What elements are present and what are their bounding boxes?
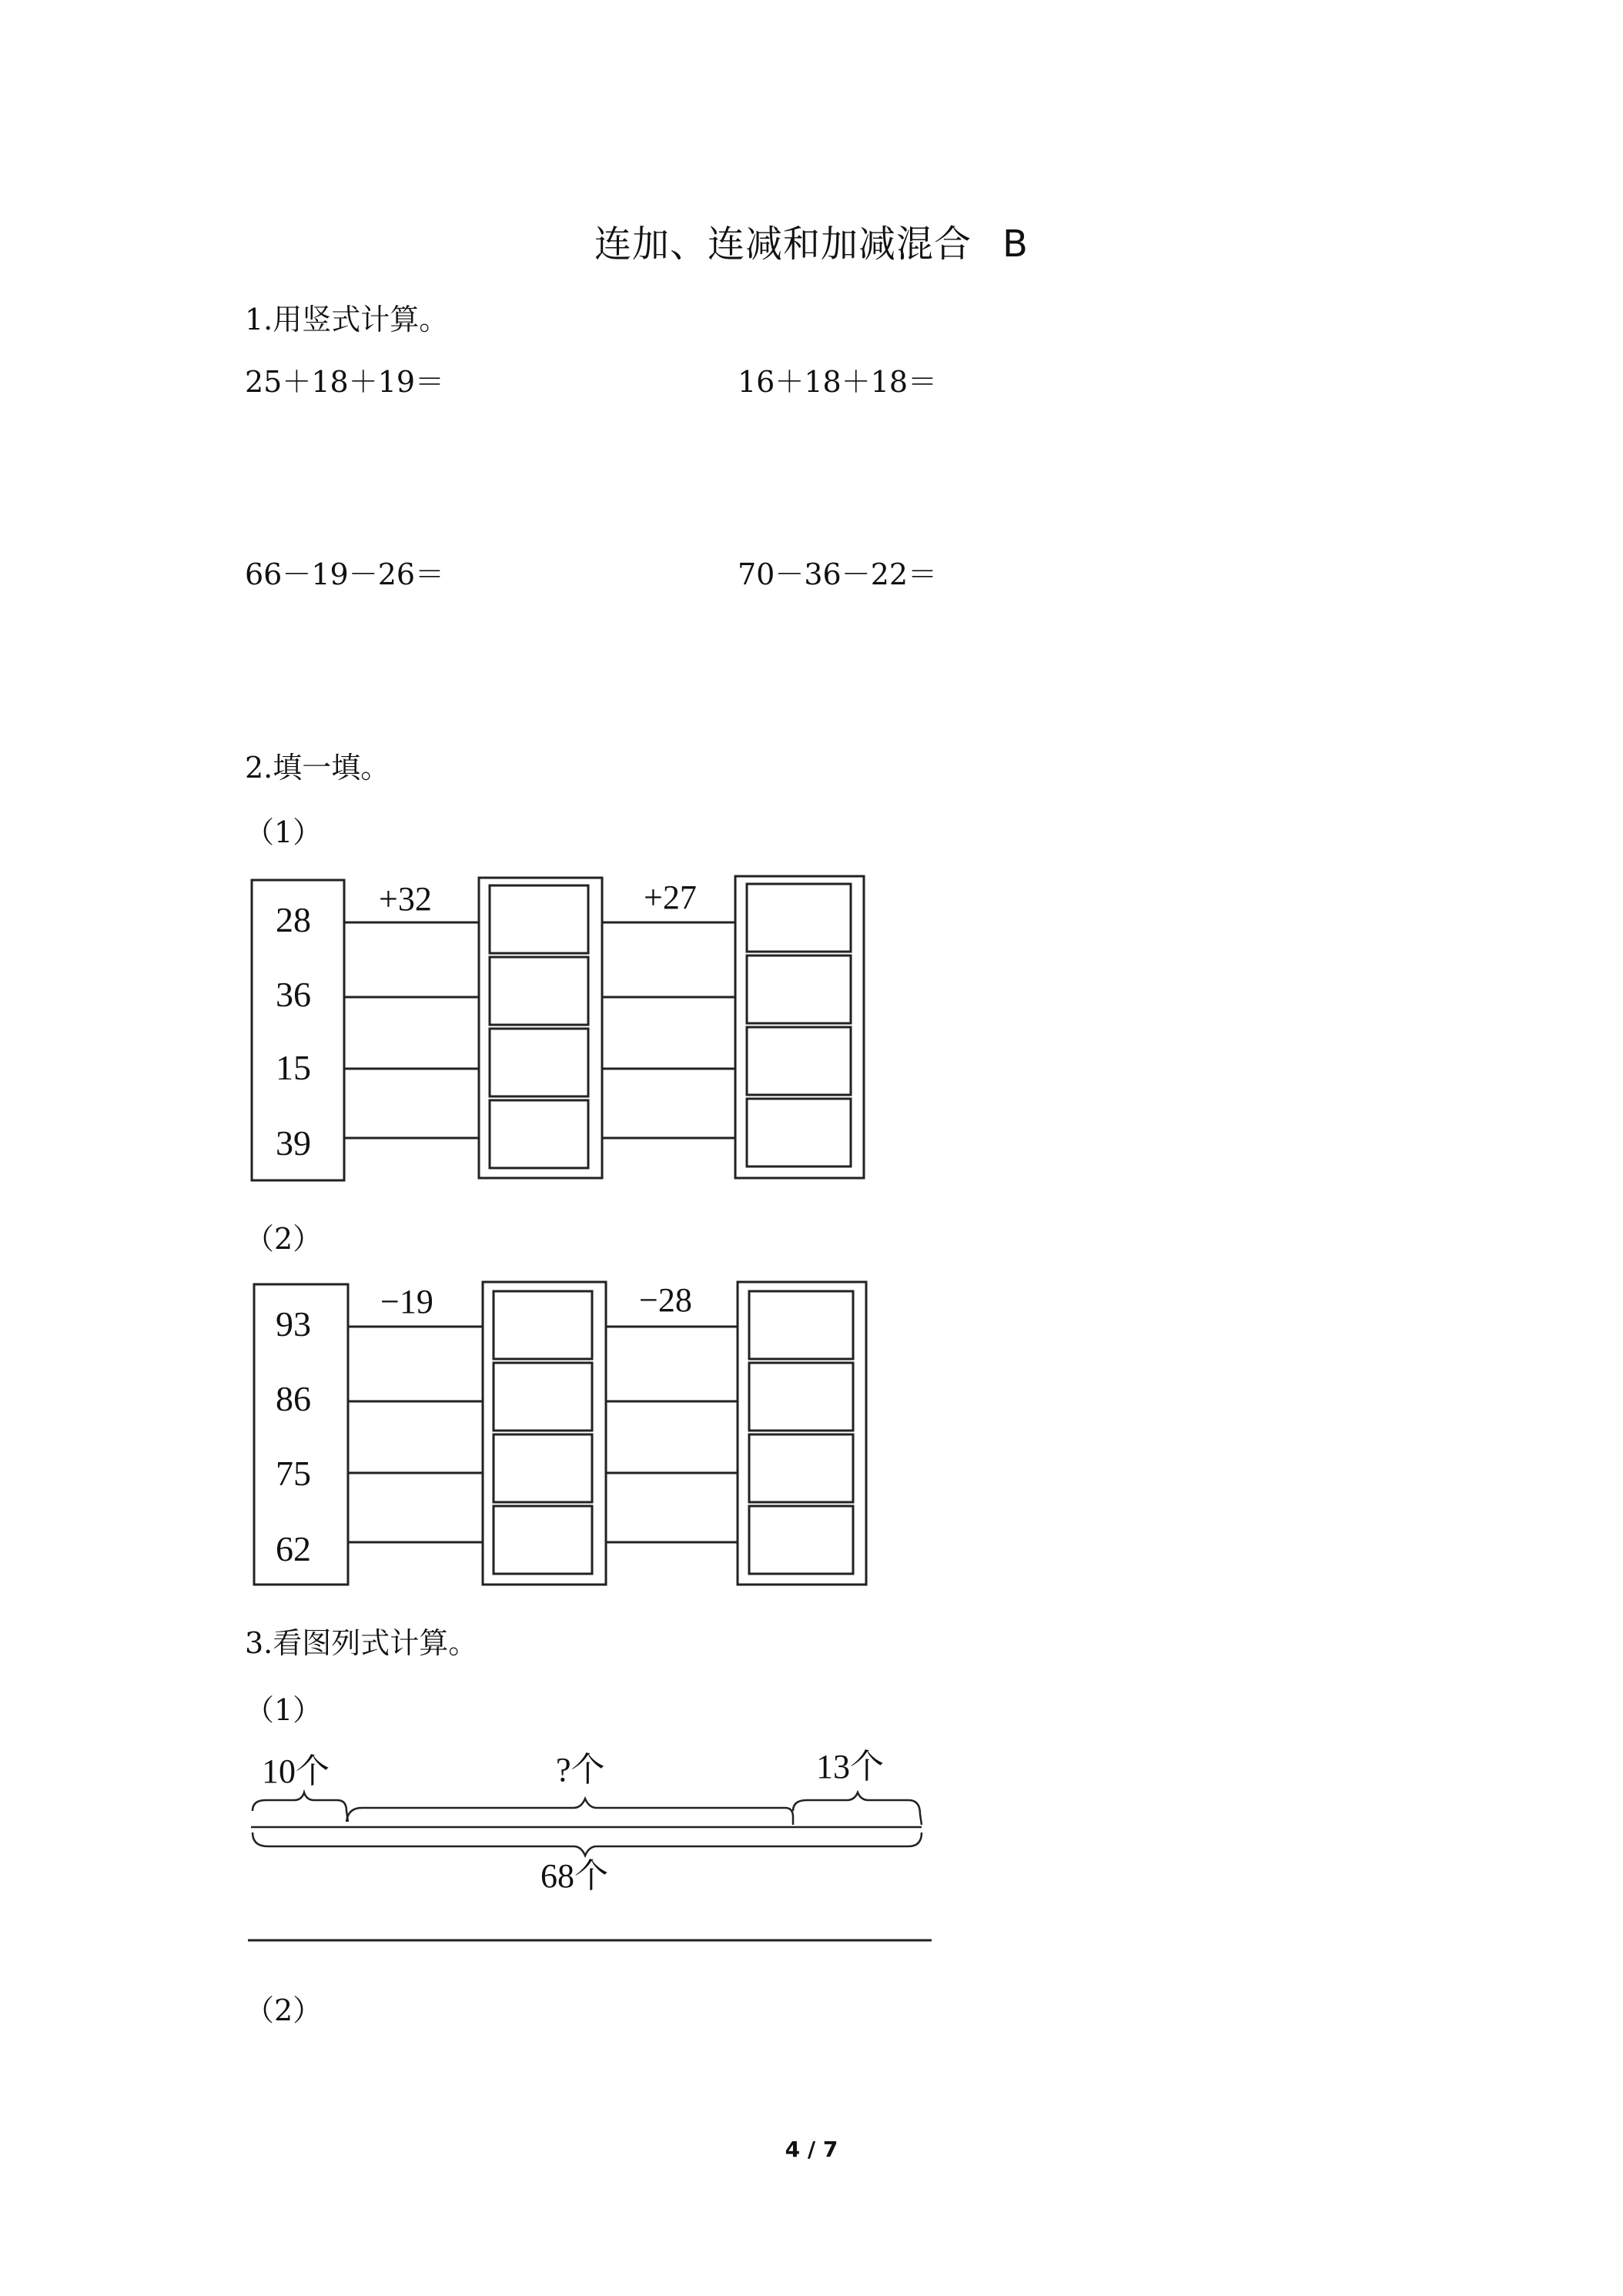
answer-box[interactable]	[494, 1506, 592, 1574]
input-value: 62	[276, 1529, 311, 1568]
answer-box[interactable]	[494, 1434, 592, 1502]
q1-item-3: 66－19－26＝	[245, 557, 445, 591]
input-value: 36	[276, 975, 311, 1014]
answer-box[interactable]	[490, 957, 588, 1025]
q2-heading: 2.填一填。	[245, 751, 390, 785]
answer-box[interactable]	[494, 1291, 592, 1359]
input-value: 15	[276, 1048, 311, 1087]
brace-right	[793, 1792, 922, 1825]
title-text: 连加、连减和加减混合	[594, 223, 972, 266]
input-value: 39	[276, 1123, 311, 1163]
operation-label: −19	[380, 1283, 433, 1320]
q3-part2-label: （2）	[245, 1993, 323, 2027]
answer-box[interactable]	[749, 1363, 853, 1431]
segment-total-label: 68个	[540, 1857, 608, 1895]
answer-box[interactable]	[494, 1363, 592, 1431]
page-number: 4 / 7	[785, 2137, 838, 2162]
q1-item-1: 25＋18＋19＝	[245, 365, 445, 399]
brace-left	[253, 1792, 348, 1822]
input-value: 93	[276, 1304, 311, 1344]
answer-box[interactable]	[747, 956, 851, 1023]
operation-label: +27	[644, 879, 697, 916]
answer-box[interactable]	[490, 1100, 588, 1168]
answer-box[interactable]	[749, 1434, 853, 1502]
page-title	[0, 214, 1623, 267]
answer-box[interactable]	[490, 885, 588, 953]
brace-middle	[346, 1799, 793, 1825]
operation-label: +32	[379, 880, 432, 918]
segment-right-label: 13个	[816, 1748, 884, 1786]
q1-heading: 1.用竖式计算。	[245, 303, 449, 336]
q2-part2-label: （2）	[245, 1222, 323, 1256]
input-value: 28	[276, 900, 311, 939]
q2-part1-label: （1）	[245, 815, 323, 849]
answer-box[interactable]	[490, 1029, 588, 1096]
answer-box[interactable]	[749, 1291, 853, 1359]
q3-part1-label: （1）	[245, 1693, 323, 1727]
answer-box[interactable]	[747, 1027, 851, 1095]
operation-label: −28	[639, 1281, 692, 1319]
q1-item-2: 16＋18＋18＝	[738, 365, 938, 399]
answer-box[interactable]	[747, 884, 851, 952]
q3-heading: 3.看图列式计算。	[245, 1626, 478, 1660]
answer-box[interactable]	[749, 1506, 853, 1574]
answer-box[interactable]	[747, 1099, 851, 1166]
input-value: 75	[276, 1454, 311, 1493]
title-letter: B	[1002, 223, 1029, 266]
q1-item-4: 70－36－22＝	[738, 557, 938, 591]
segment-left-label: 10个	[262, 1752, 330, 1790]
segment-middle-label: ?个	[556, 1751, 605, 1789]
input-value: 86	[276, 1379, 311, 1418]
